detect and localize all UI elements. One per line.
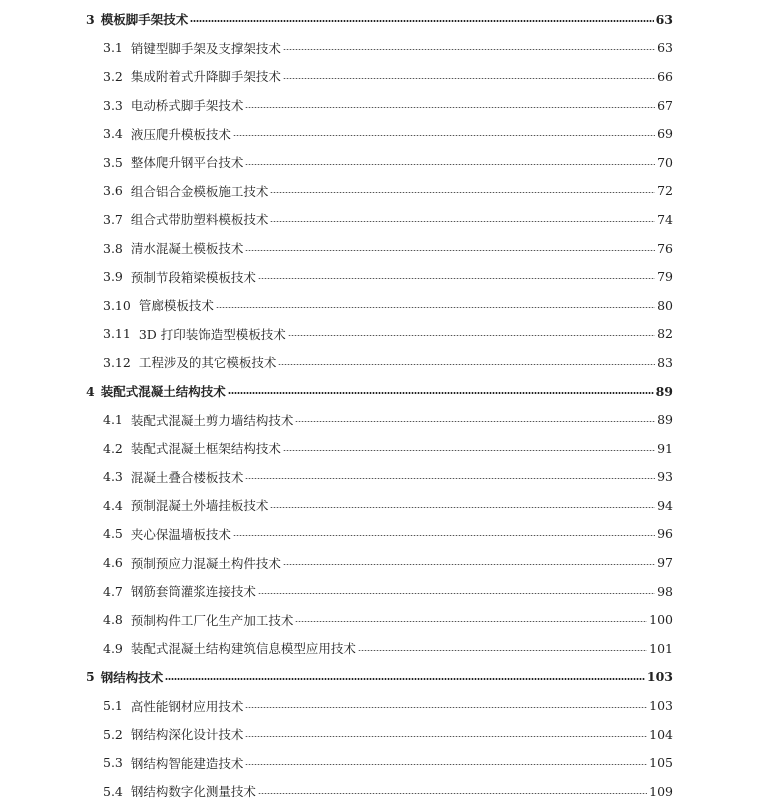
toc-section-entry[interactable]	[0, 605, 760, 634]
toc-entry-number: 5.4	[103, 783, 123, 799]
toc-section-entry[interactable]	[0, 691, 760, 720]
toc-entry-title: 预制构件工厂化生产加工技术	[130, 612, 294, 628]
dot-leader	[245, 478, 655, 479]
toc-chapter-entry[interactable]	[0, 663, 760, 692]
toc-entry-title: 预制预应力混凝土构件技术	[130, 555, 281, 571]
toc-entry-page-number: 100	[649, 612, 673, 628]
toc-entry-page-number: 93	[657, 469, 673, 485]
toc-entry-page-number: 69	[657, 126, 673, 142]
dot-leader	[228, 392, 654, 394]
toc-section-entry[interactable]	[0, 62, 760, 91]
toc-entry-page-number: 70	[657, 154, 673, 170]
toc-entry-page-number: 76	[657, 240, 673, 256]
toc-entry-title: 工程涉及的其它模板技术	[138, 355, 277, 371]
toc-section-entry[interactable]	[0, 577, 760, 606]
toc-entry-page-number: 63	[655, 11, 673, 27]
toc-entry-title: 销键型脚手架及支撑架技术	[130, 40, 281, 56]
toc-entry-title: 整体爬升钢平台技术	[130, 155, 244, 171]
toc-section-entry[interactable]	[0, 348, 760, 377]
toc-section-entry[interactable]	[0, 234, 760, 263]
dot-leader	[245, 164, 655, 165]
dot-leader	[233, 535, 655, 536]
toc-entry-number: 4.8	[103, 612, 123, 628]
toc-section-entry[interactable]	[0, 205, 760, 234]
toc-entry-page-number: 80	[657, 297, 673, 313]
toc-entry-number: 5	[86, 669, 95, 685]
dot-leader	[283, 564, 655, 565]
toc-entry-number: 3.3	[103, 97, 123, 113]
toc-section-entry[interactable]	[0, 634, 760, 663]
toc-entry-number: 4.3	[103, 469, 123, 485]
toc-entry-title: 夹心保温墙板技术	[130, 526, 231, 542]
dot-leader	[270, 507, 655, 508]
toc-entry-page-number: 97	[657, 555, 673, 571]
toc-entry-page-number: 67	[657, 97, 673, 113]
toc-entry-title: 钢结构深化设计技术	[130, 727, 244, 743]
toc-section-entry[interactable]	[0, 177, 760, 206]
toc-section-entry[interactable]	[0, 463, 760, 492]
toc-entry-number: 4.4	[103, 497, 123, 513]
toc-entry-page-number: 82	[657, 326, 673, 342]
toc-entry-title: 电动桥式脚手架技术	[130, 98, 244, 114]
toc-entry-title: 预制混凝土外墙挂板技术	[130, 498, 269, 514]
toc-entry-title: 组合式带肋塑料模板技术	[130, 212, 269, 228]
toc-section-entry[interactable]	[0, 777, 760, 806]
toc-entry-page-number: 79	[657, 269, 673, 285]
dot-leader	[358, 650, 647, 651]
toc-entry-page-number: 94	[657, 497, 673, 513]
toc-entry-title: 混凝土叠合楼板技术	[130, 469, 244, 485]
toc-entry-number: 3.5	[103, 154, 123, 170]
toc-entry-number: 3.1	[103, 40, 123, 56]
toc-entry-page-number: 72	[657, 183, 673, 199]
toc-entry-number: 5.1	[103, 698, 123, 714]
dot-leader	[233, 135, 655, 136]
toc-section-entry[interactable]	[0, 520, 760, 549]
toc-entry-number: 3.10	[103, 297, 131, 313]
toc-entry-title: 模板脚手架技术	[100, 12, 189, 28]
toc-chapter-entry[interactable]	[0, 5, 760, 34]
toc-entry-number: 3.9	[103, 269, 123, 285]
toc-entry-title: 液压爬升模板技术	[130, 126, 231, 142]
dot-leader	[245, 736, 647, 737]
toc-entry-number: 3.12	[103, 354, 131, 370]
toc-entry-page-number: 83	[657, 354, 673, 370]
toc-entry-title: 装配式混凝土框架结构技术	[130, 441, 281, 457]
toc-entry-title: 预制节段箱梁模板技术	[130, 269, 256, 285]
dot-leader	[258, 793, 647, 794]
dot-leader	[278, 364, 655, 365]
toc-section-entry[interactable]	[0, 720, 760, 749]
dot-leader	[283, 49, 655, 50]
toc-entry-number: 3.8	[103, 240, 123, 256]
toc-entry-number: 3.11	[103, 326, 131, 342]
dot-leader	[216, 307, 655, 308]
toc-entry-title: 清水混凝土模板技术	[130, 241, 244, 257]
toc-entry-number: 4.5	[103, 526, 123, 542]
toc-entry-page-number: 103	[649, 698, 673, 714]
toc-entry-number: 5.3	[103, 755, 123, 771]
toc-section-entry[interactable]	[0, 748, 760, 777]
toc-entry-title: 管廊模板技术	[138, 298, 214, 314]
toc-entry-number: 5.2	[103, 726, 123, 742]
dot-leader	[258, 278, 655, 279]
dot-leader	[288, 335, 655, 336]
toc-entry-title: 组合铝合金模板施工技术	[130, 183, 269, 199]
dot-leader	[165, 678, 645, 680]
dot-leader	[283, 450, 655, 451]
toc-entry-number: 4.6	[103, 555, 123, 571]
dot-leader	[270, 192, 655, 193]
dot-leader	[190, 20, 653, 22]
toc-entry-page-number: 74	[657, 211, 673, 227]
table-of-contents	[0, 5, 760, 806]
toc-entry-number: 3.7	[103, 211, 123, 227]
toc-entry-page-number: 105	[649, 755, 673, 771]
toc-chapter-entry[interactable]	[0, 377, 760, 406]
toc-entry-title: 钢结构智能建造技术	[130, 755, 244, 771]
toc-entry-number: 3.2	[103, 68, 123, 84]
toc-entry-page-number: 109	[649, 783, 673, 799]
toc-entry-page-number: 98	[657, 583, 673, 599]
toc-entry-number: 4.2	[103, 440, 123, 456]
dot-leader	[245, 764, 647, 765]
dot-leader	[283, 78, 655, 79]
toc-entry-number: 3.6	[103, 183, 123, 199]
toc-section-entry[interactable]	[0, 291, 760, 320]
dot-leader	[270, 221, 655, 222]
dot-leader	[295, 621, 647, 622]
toc-entry-title: 3D 打印装饰造型模板技术	[138, 326, 286, 342]
dot-leader	[258, 593, 655, 594]
toc-entry-title: 集成附着式升降脚手架技术	[130, 69, 281, 85]
toc-entry-title: 装配式混凝土结构建筑信息模型应用技术	[130, 641, 356, 657]
toc-entry-page-number: 91	[657, 440, 673, 456]
toc-entry-number: 4.1	[103, 412, 123, 428]
toc-section-entry[interactable]	[0, 91, 760, 120]
toc-entry-number: 4.7	[103, 583, 123, 599]
toc-entry-number: 3	[86, 11, 95, 27]
toc-entry-title: 装配式混凝土结构技术	[100, 384, 226, 400]
toc-entry-page-number: 103	[646, 669, 673, 685]
toc-entry-title: 高性能钢材应用技术	[130, 698, 244, 714]
toc-entry-page-number: 63	[657, 40, 673, 56]
dot-leader	[245, 107, 655, 108]
toc-entry-page-number: 104	[649, 726, 673, 742]
toc-entry-number: 3.4	[103, 126, 123, 142]
toc-entry-number: 4.9	[103, 640, 123, 656]
toc-section-entry[interactable]	[0, 405, 760, 434]
toc-section-entry[interactable]	[0, 148, 760, 177]
dot-leader	[245, 707, 647, 708]
toc-section-entry[interactable]	[0, 34, 760, 63]
toc-section-entry[interactable]	[0, 548, 760, 577]
toc-entry-number: 4	[86, 383, 95, 399]
toc-entry-title: 装配式混凝土剪力墙结构技术	[130, 412, 294, 428]
dot-leader	[245, 250, 655, 251]
toc-entry-page-number: 66	[657, 68, 673, 84]
toc-section-entry[interactable]	[0, 434, 760, 463]
toc-section-entry[interactable]	[0, 119, 760, 148]
toc-section-entry[interactable]	[0, 491, 760, 520]
dot-leader	[295, 421, 655, 422]
toc-entry-title: 钢筋套筒灌浆连接技术	[130, 584, 256, 600]
toc-entry-page-number: 89	[655, 383, 673, 399]
toc-entry-page-number: 96	[657, 526, 673, 542]
toc-section-entry[interactable]	[0, 320, 760, 349]
toc-entry-title: 钢结构数字化测量技术	[130, 784, 256, 800]
toc-section-entry[interactable]	[0, 262, 760, 291]
toc-entry-page-number: 89	[657, 412, 673, 428]
toc-entry-title: 钢结构技术	[100, 669, 164, 685]
toc-entry-page-number: 101	[649, 640, 673, 656]
